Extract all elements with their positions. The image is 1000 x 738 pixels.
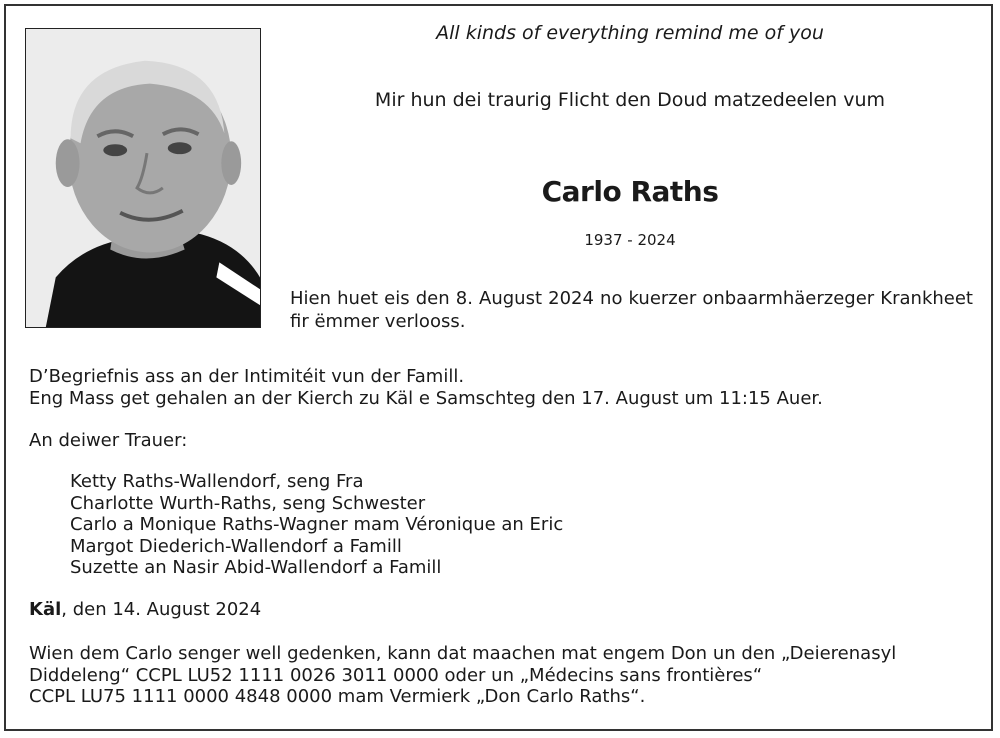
donation-line: Wien dem Carlo senger well gedenken, kann dat maachen mat engem Don un den „Deierenasyl bbox=[29, 643, 897, 664]
funeral-info bbox=[29, 366, 969, 410]
mourners-list bbox=[70, 471, 563, 579]
donation-line: CCPL LU75 1111 0000 4848 0000 mam Vermierk „Don Carlo Raths“. bbox=[29, 686, 646, 707]
motto: All kinds of everything remind me of you bbox=[436, 22, 824, 44]
dateline-place: Käl bbox=[29, 599, 62, 620]
dateline-date: , den 14. August 2024 bbox=[61, 599, 262, 620]
mourner-item: Margot Diederich-Wallendorf a Famill bbox=[70, 535, 402, 557]
intro-text: Mir hun dei traurig Flicht den Doud matzedeelen vum bbox=[374, 89, 886, 111]
dateline bbox=[29, 599, 261, 620]
donation-info bbox=[29, 643, 959, 708]
funeral-line: Eng Mass get gehalen an der Kierch zu Käl e Samschteg den 17. August um 11:15 Auer. bbox=[29, 388, 823, 409]
portrait-photo bbox=[25, 28, 261, 328]
deceased-name: Carlo Raths bbox=[541, 175, 719, 208]
life-years: 1937 - 2024 bbox=[584, 231, 676, 249]
donation-line: Diddeleng“ CCPL LU52 1111 0026 3011 0000 oder un „Médecins sans frontières“ bbox=[29, 664, 763, 686]
mourner-item: Charlotte Wurth-Raths, seng Schwester bbox=[70, 492, 426, 514]
funeral-line: D’Begriefnis ass an der Intimitéit vun der Famill. bbox=[29, 366, 465, 387]
death-statement: Hien huet eis den 8. August 2024 no kuerzer onbaarmhäerzeger Krankheet fir ëmmer verlooss. bbox=[290, 288, 973, 332]
mourner-item: Carlo a Monique Raths-Wagner mam Véronique an Eric bbox=[70, 514, 564, 535]
mourners-heading: An deiwer Trauer: bbox=[29, 430, 188, 451]
mourner-item: Suzette an Nasir Abid-Wallendorf a Famill bbox=[70, 557, 442, 578]
mourner-item: Ketty Raths-Wallendorf, seng Fra bbox=[70, 471, 364, 492]
